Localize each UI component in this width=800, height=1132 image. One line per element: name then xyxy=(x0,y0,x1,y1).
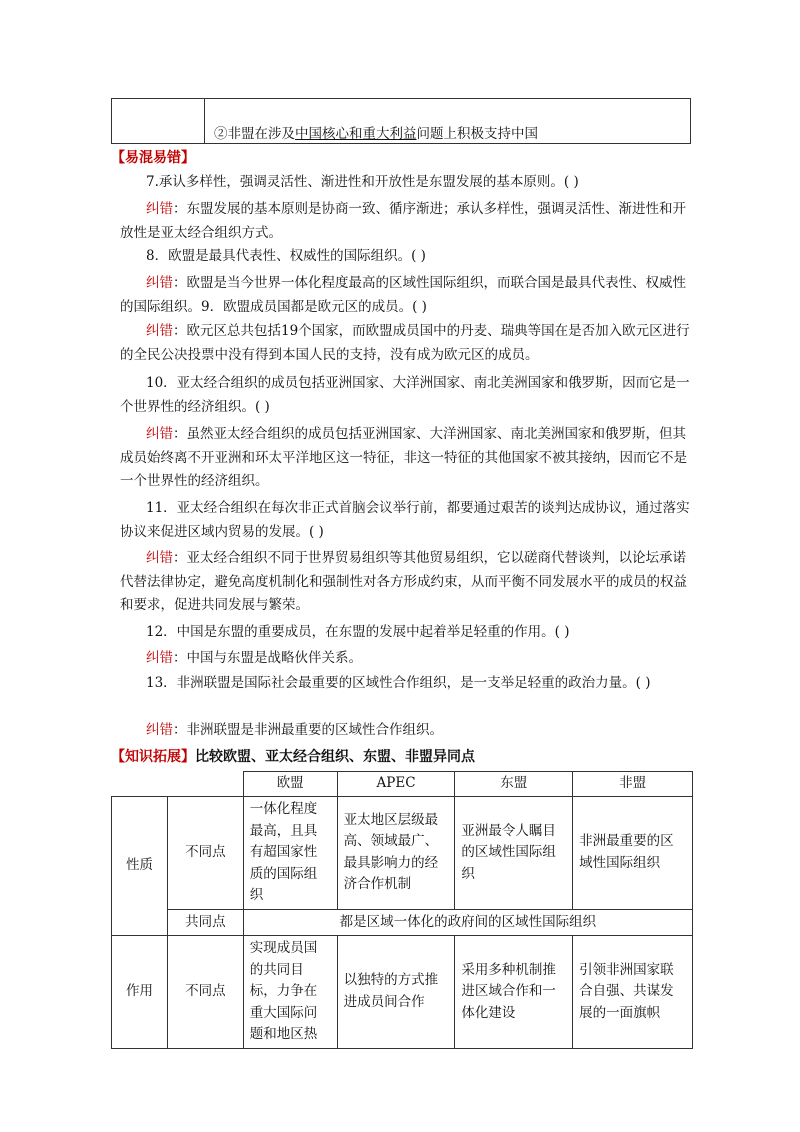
correction-9: 纠错：欧元区总共包括19个国家，而欧盟成员国中的丹麦、瑞典等国在是否加入欧元区进行的全民公决投票中没有得到本国人民的支持，没有成为欧元区的成员。 xyxy=(120,323,690,363)
table-cell: ②非盟在涉及中国核心和重大利益问题上积极支持中国 xyxy=(214,126,538,142)
row-label-role: 作用 xyxy=(112,936,168,1049)
header-asean: 东盟 xyxy=(455,772,573,797)
correction-13: 纠错：非洲联盟是非洲最重要的区域性合作组织。 xyxy=(146,722,443,738)
correction-11: 纠错：亚太经合组织不同于世界贸易组织等其他贸易组织，它以磋商代替谈判，以论坛承诺代替法律协定，避免高度机制化和强制性对各方形成约束，从而平衡不同发展水平的成员的权益和要求，促进共同发展与繁荣。 xyxy=(120,550,687,613)
table-cell: 亚太地区层级最高、领域最广、最具影响力的经济合作机制 xyxy=(337,797,455,910)
diff-label: 不同点 xyxy=(167,797,243,910)
header-apec: APEC xyxy=(337,772,455,797)
correction-8: 纠错：欧盟是当今世界一体化程度最高的区域性国际组织，而联合国是最具代表性、权威性的国际组织。9．欧盟成员国都是欧元区的成员。( ) xyxy=(120,275,686,315)
table-cell: 采用多种机制推进区域合作和一体化建设 xyxy=(455,936,573,1049)
table-cell: 都是区域一体化的政府间的区域性国际组织 xyxy=(243,909,692,936)
question-7: 7.承认多样性，强调灵活性、渐进性和开放性是东盟发展的基本原则。( ) xyxy=(146,174,579,190)
diff-label: 不同点 xyxy=(167,936,243,1049)
underlined-phrase: 中国核心和重大利益 xyxy=(295,126,417,142)
same-label: 共同点 xyxy=(167,909,243,936)
question-10: 10．亚太经合组织的成员包括亚洲国家、大洋洲国家、南北美洲国家和俄罗斯，因而它是一个世界性的经济组织。( ) xyxy=(120,375,690,415)
section-heading-mistakes: 【易混易错】 xyxy=(111,150,195,166)
question-8: 8．欧盟是最具代表性、权威性的国际组织。( ) xyxy=(146,248,426,264)
top-table-fragment xyxy=(111,98,691,144)
table-cell: 以独特的方式推进成员间合作 xyxy=(337,936,455,1049)
question-12: 12．中国是东盟的重要成员，在东盟的发展中起着举足轻重的作用。( ) xyxy=(146,624,570,640)
table-cell: 一体化程度最高，且具有超国家性质的国际组织 xyxy=(243,797,337,910)
table-cell: 实现成员国的共同目标，力争在重大国际问题和地区热 xyxy=(243,936,337,1049)
question-11: 11．亚太经合组织在每次非正式首脑会议举行前，都要通过艰苦的谈判达成协议，通过落实协议来促进区域内贸易的发展。( ) xyxy=(120,500,690,540)
table-header-row xyxy=(112,772,693,797)
correction-10: 纠错：虽然亚太经合组织的成员包括亚洲国家、大洋洲国家、南北美洲国家和俄罗斯，但其成员始终离不开亚洲和环太平洋地区这一特征，非这一特征的其他国家不被其接纳，因而它不是一个世界性的经济组织。 xyxy=(120,426,687,489)
table-row xyxy=(112,909,693,936)
table-cell: 引领非洲国家联合自强、共谋发展的一面旗帜 xyxy=(573,936,693,1049)
table-row xyxy=(112,936,693,1049)
table-cell: 非洲最重要的区域性国际组织 xyxy=(573,797,693,910)
question-13: 13．非洲联盟是国际社会最重要的区域性合作组织，是一支举足轻重的政治力量。( ) xyxy=(146,675,651,691)
header-eu: 欧盟 xyxy=(243,772,337,797)
section-title: 比较欧盟、亚太经合组织、东盟、非盟异同点 xyxy=(195,749,475,765)
correction-7: 纠错：东盟发展的基本原则是协商一致、循序渐进；承认多样性，强调灵活性、渐进性和开放性是亚太经合组织方式。 xyxy=(120,201,686,241)
table-row xyxy=(112,797,693,910)
header-au: 非盟 xyxy=(573,772,693,797)
correction-12: 纠错：中国与东盟是战略伙伴关系。 xyxy=(146,650,362,666)
table-divider xyxy=(204,99,205,143)
row-label-nature: 性质 xyxy=(112,797,168,936)
table-cell: 亚洲最令人瞩目的区域性国际组织 xyxy=(455,797,573,910)
comparison-table xyxy=(111,771,693,1049)
section-heading-knowledge: 【知识拓展】比较欧盟、亚太经合组织、东盟、非盟异同点 xyxy=(111,749,475,765)
